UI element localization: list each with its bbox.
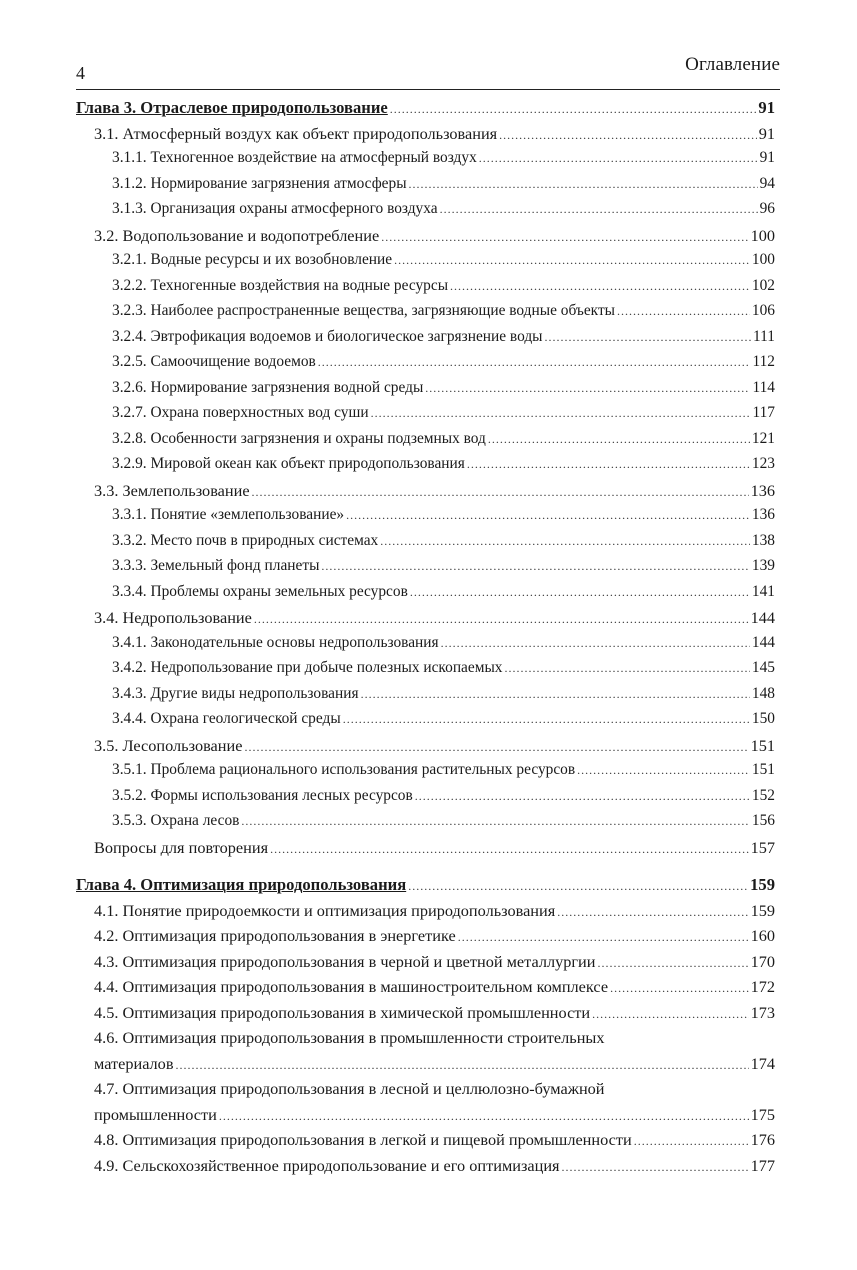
dot-leader	[409, 177, 758, 192]
toc-page: 156	[751, 812, 775, 829]
toc-subsection-3-2-1[interactable]	[76, 251, 775, 277]
toc-section-3-2[interactable]	[76, 226, 775, 252]
toc-page: 160	[750, 926, 775, 945]
toc-title: 4.3. Оптимизация природопользования в черной и цветной металлургии	[94, 951, 596, 971]
toc-title: 3.2.5. Самоочищение водоемов	[112, 353, 316, 370]
toc-page: 152	[751, 786, 775, 804]
toc-page: 91	[758, 98, 775, 117]
toc-page: 144	[750, 608, 775, 627]
dot-leader	[346, 508, 750, 523]
dot-leader	[410, 585, 750, 600]
toc-title: 3.2.4. Эвтрофикация водоемов и биологическое загрязнение воды	[112, 327, 543, 345]
toc-title: 3.5.2. Формы использования лесных ресурсов	[112, 786, 413, 804]
toc-subsection-3-2-4[interactable]	[76, 328, 775, 354]
dot-leader	[488, 432, 750, 447]
running-head: Оглавление	[685, 54, 780, 75]
toc-title: 3.3.1. Понятие «землепользование»	[112, 506, 345, 523]
toc-page: 151	[751, 761, 775, 778]
toc-page: 159	[750, 875, 775, 894]
toc-title: 4.2. Оптимизация природопользования в энергетике	[94, 926, 456, 945]
dot-leader	[408, 879, 748, 894]
toc-page: 177	[750, 1155, 775, 1175]
toc-subsection-3-5-3[interactable]	[76, 812, 775, 838]
toc-section-4-9[interactable]	[76, 1156, 775, 1182]
toc-title-line: материалов	[94, 1053, 174, 1073]
dot-leader	[441, 636, 750, 651]
toc-review-questions[interactable]	[76, 838, 775, 864]
toc-subsection-3-4-4[interactable]	[76, 710, 775, 736]
dot-leader	[415, 789, 750, 804]
table-of-contents	[76, 98, 775, 1181]
toc-title: 3.5.3. Охрана лесов	[112, 812, 240, 829]
toc-page: 159	[750, 900, 775, 920]
toc-title: 3.3.2. Место почв в природных системах	[112, 531, 379, 549]
dot-leader	[371, 406, 751, 421]
toc-section-4-4[interactable]	[76, 977, 775, 1003]
toc-page: 148	[751, 684, 775, 702]
toc-page: 123	[751, 455, 775, 472]
toc-title: 3.3. Землепользование	[94, 480, 250, 500]
toc-subsection-3-3-4[interactable]	[76, 583, 775, 609]
dot-leader	[318, 355, 751, 370]
toc-subsection-3-2-3[interactable]	[76, 302, 775, 328]
dot-leader	[244, 740, 748, 755]
toc-page: 150	[751, 710, 775, 727]
toc-page: 136	[750, 480, 775, 500]
toc-chapter-3[interactable]	[76, 98, 775, 124]
toc-title: 3.2.7. Охрана поверхностных вод суши	[112, 404, 369, 421]
toc-title: 4.8. Оптимизация природопользования в легкой и пищевой промышленности	[94, 1130, 632, 1149]
dot-leader	[634, 1134, 749, 1149]
toc-title: 3.4.4. Охрана геологической среды	[112, 710, 341, 727]
toc-subsection-3-5-1[interactable]	[76, 761, 775, 787]
toc-page: 121	[751, 429, 775, 447]
toc-page: 144	[751, 633, 775, 651]
dot-leader	[592, 1007, 748, 1022]
toc-title: 3.2.9. Мировой океан как объект природопользования	[112, 455, 465, 472]
dot-leader	[380, 534, 750, 549]
dot-leader	[321, 559, 749, 574]
toc-subsection-3-2-6[interactable]	[76, 379, 775, 405]
toc-title: 3.4. Недропользование	[94, 608, 252, 627]
dot-leader	[381, 230, 748, 245]
toc-title: 4.1. Понятие природоемкости и оптимизация природопользования	[94, 900, 556, 920]
toc-subsection-3-3-1[interactable]	[76, 506, 775, 532]
toc-section-3-5[interactable]	[76, 736, 775, 762]
dot-leader	[425, 381, 750, 396]
toc-section-4-1[interactable]	[76, 901, 775, 927]
toc-subsection-3-4-1[interactable]	[76, 634, 775, 660]
toc-title: 4.5. Оптимизация природопользования в химической промышленности	[94, 1002, 591, 1022]
dot-leader	[610, 981, 749, 996]
toc-title: 3.1.1. Техногенное воздействие на атмосферный воздух	[112, 149, 477, 166]
toc-title: 3.4.2. Недропользование при добыче полезных ископаемых	[112, 659, 503, 676]
toc-page: 91	[758, 123, 775, 143]
toc-title-line: 4.6. Оптимизация природопользования в промышленности строительных	[94, 1028, 605, 1047]
toc-title: 3.2.6. Нормирование загрязнения водной среды	[112, 378, 424, 396]
toc-section-4-3[interactable]	[76, 952, 775, 978]
dot-leader	[458, 930, 749, 945]
toc-subsection-3-5-2[interactable]	[76, 787, 775, 813]
dot-leader	[361, 687, 750, 702]
toc-page: 172	[750, 977, 775, 996]
toc-page: 139	[751, 557, 775, 574]
toc-subsection-3-2-7[interactable]	[76, 404, 775, 430]
toc-title: 3.2.2. Техногенные воздействия на водные ресурсы	[112, 276, 449, 294]
toc-subsection-3-4-3[interactable]	[76, 685, 775, 711]
toc-page: 114	[752, 378, 775, 396]
dot-leader	[499, 128, 757, 143]
toc-section-4-2[interactable]	[76, 926, 775, 952]
toc-section-3-4[interactable]	[76, 608, 775, 634]
header-rule	[76, 89, 780, 90]
toc-page: 106	[751, 302, 775, 319]
dot-leader	[505, 661, 750, 676]
dot-leader	[545, 330, 752, 345]
toc-title: 3.5.1. Проблема рационального использования растительных ресурсов	[112, 761, 576, 778]
toc-chapter-4[interactable]	[76, 875, 775, 901]
toc-subsection-3-1-3[interactable]	[76, 200, 775, 226]
toc-subsection-3-1-2[interactable]	[76, 175, 775, 201]
toc-page: 145	[751, 659, 775, 676]
toc-subsection-3-2-8[interactable]	[76, 430, 775, 456]
toc-section-4-5[interactable]	[76, 1003, 775, 1029]
toc-page: 117	[752, 404, 775, 421]
dot-leader	[440, 202, 758, 217]
toc-title-line: промышленности	[94, 1104, 217, 1124]
toc-title: 4.4. Оптимизация природопользования в машиностроительном комплексе	[94, 977, 609, 996]
dot-leader	[617, 304, 750, 319]
toc-page: 138	[751, 531, 775, 549]
toc-subsection-3-3-3[interactable]	[76, 557, 775, 583]
toc-page: 94	[759, 174, 775, 192]
toc-section-4-8[interactable]	[76, 1130, 775, 1156]
toc-page: 136	[751, 506, 775, 523]
dot-leader	[394, 253, 750, 268]
toc-title: 4.9. Сельскохозяйственное природопользование и его оптимизация	[94, 1155, 560, 1175]
toc-title-line: 4.7. Оптимизация природопользования в лесной и целлюлозно-бумажной	[94, 1079, 605, 1098]
toc-subsection-3-1-1[interactable]	[76, 149, 775, 175]
toc-page: 96	[759, 200, 775, 217]
toc-page: 173	[750, 1002, 775, 1022]
dot-leader	[562, 1160, 749, 1175]
dot-leader	[557, 905, 748, 920]
toc-section-3-3[interactable]	[76, 481, 775, 507]
dot-leader	[390, 102, 757, 117]
toc-title: 3.1.2. Нормирование загрязнения атмосферы	[112, 174, 407, 192]
toc-title: Глава 4. Оптимизация природопользования	[76, 875, 407, 894]
toc-title: 3.4.1. Законодательные основы недропользования	[112, 633, 439, 651]
toc-title: 3.2.1. Водные ресурсы и их возобновление	[112, 251, 393, 268]
toc-page: 100	[750, 225, 775, 245]
toc-title: 3.2.3. Наиболее распространенные вещества, загрязняющие водные объекты	[112, 302, 616, 319]
dot-leader	[577, 763, 750, 778]
toc-section-4-7[interactable]	[76, 1079, 775, 1130]
toc-title: Глава 3. Отраслевое природопользование	[76, 98, 388, 117]
toc-page: 111	[753, 327, 775, 345]
toc-title: 3.3.4. Проблемы охраны земельных ресурсов	[112, 582, 408, 600]
toc-page: 91	[759, 149, 775, 166]
toc-title: Вопросы для повторения	[94, 837, 269, 857]
toc-page: 157	[750, 837, 775, 857]
toc-subsection-3-2-5[interactable]	[76, 353, 775, 379]
toc-title: 3.1.3. Организация охраны атмосферного воздуха	[112, 200, 438, 217]
toc-subsection-3-2-2[interactable]	[76, 277, 775, 303]
dot-leader	[252, 485, 749, 500]
toc-title: 3.5. Лесопользование	[94, 735, 243, 755]
toc-title: 3.1. Атмосферный воздух как объект природопользования	[94, 123, 498, 143]
dot-leader	[479, 151, 758, 166]
dot-leader	[343, 712, 750, 727]
toc-page: 141	[751, 582, 775, 600]
toc-page: 170	[750, 951, 775, 971]
toc-page: 102	[751, 276, 775, 294]
dot-leader	[241, 814, 749, 829]
dot-leader	[450, 279, 750, 294]
dot-leader	[176, 1058, 749, 1073]
toc-page: 175	[750, 1104, 775, 1124]
dot-leader	[597, 956, 748, 971]
toc-page: 151	[750, 735, 775, 755]
dot-leader	[219, 1109, 749, 1124]
dot-leader	[467, 457, 750, 472]
toc-title: 3.3.3. Земельный фонд планеты	[112, 557, 320, 574]
toc-subsection-3-3-2[interactable]	[76, 532, 775, 558]
toc-subsection-3-4-2[interactable]	[76, 659, 775, 685]
toc-page: 100	[751, 251, 775, 268]
page-number: 4	[76, 63, 85, 83]
toc-title: 3.4.3. Другие виды недропользования	[112, 684, 359, 702]
toc-title: 3.2. Водопользование и водопотребление	[94, 225, 380, 245]
dot-leader	[254, 612, 749, 627]
toc-section-3-1[interactable]	[76, 124, 775, 150]
toc-page: 176	[750, 1130, 775, 1149]
toc-subsection-3-2-9[interactable]	[76, 455, 775, 481]
page-header	[76, 52, 780, 88]
toc-page: 174	[750, 1053, 775, 1073]
toc-section-4-6[interactable]	[76, 1028, 775, 1079]
dot-leader	[270, 842, 749, 857]
toc-title: 3.2.8. Особенности загрязнения и охраны подземных вод	[112, 429, 486, 447]
toc-page: 112	[752, 353, 775, 370]
